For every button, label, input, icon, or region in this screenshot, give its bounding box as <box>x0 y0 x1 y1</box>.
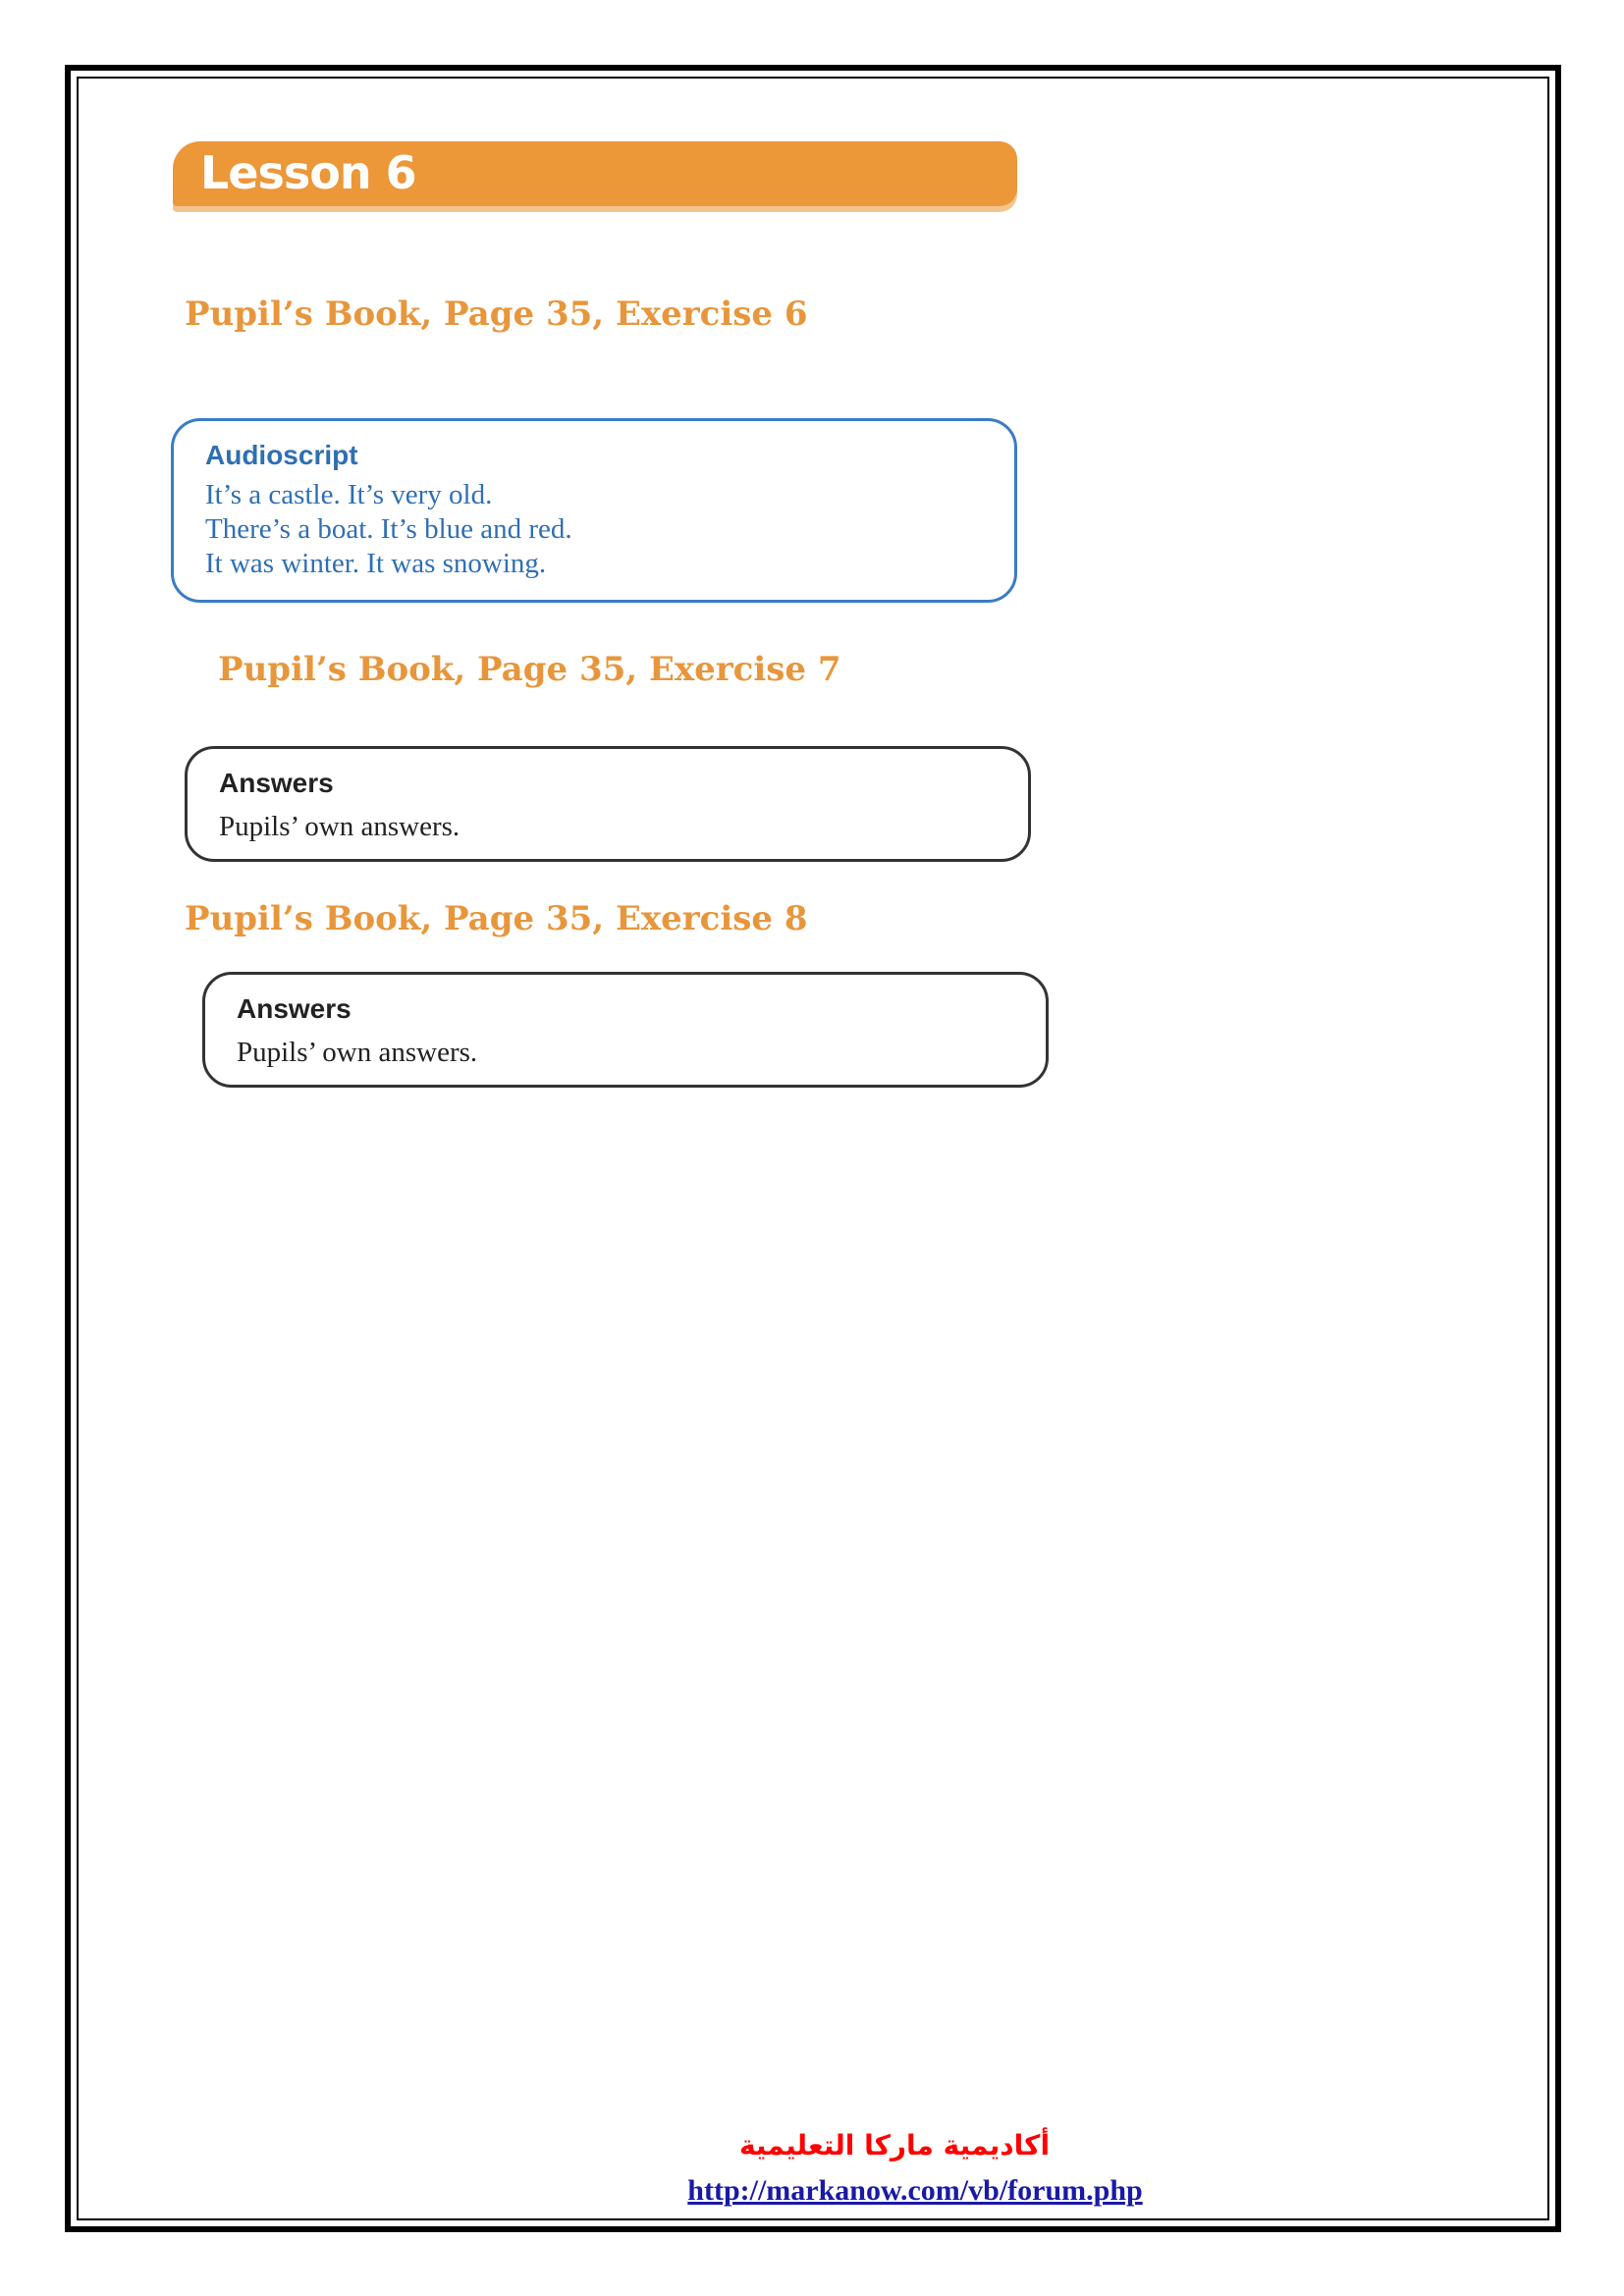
exercise-7-answers-title: Answers <box>219 768 334 798</box>
exercise-8-answers-text: Pupils’ own answers. <box>237 1037 478 1068</box>
audioscript-line-1: It’s a castle. It’s very old. <box>205 479 493 510</box>
exercise-7-heading: Pupil’s Book, Page 35, Exercise 7 <box>218 650 841 689</box>
footer-link-wrapper <box>0 2173 1624 2209</box>
exercise-8-heading: Pupil’s Book, Page 35, Exercise 8 <box>185 899 808 938</box>
exercise-7-answers-text: Pupils’ own answers. <box>219 811 460 842</box>
footer-forum-link[interactable]: http://markanow.com/vb/forum.php <box>687 2174 1143 2207</box>
page-border-inner <box>77 77 1549 2220</box>
exercise-6-heading: Pupil’s Book, Page 35, Exercise 6 <box>185 294 808 334</box>
lesson-banner <box>173 141 1017 206</box>
footer-arabic-title: أكاديمية ماركا التعليمية <box>738 2129 1051 2162</box>
exercise-8-answers-title: Answers <box>237 993 352 1024</box>
audioscript-box <box>171 418 1017 603</box>
exercise-8-answers-box <box>202 972 1049 1088</box>
audioscript-line-3: It was winter. It was snowing. <box>205 548 547 579</box>
lesson-title: Lesson 6 <box>200 146 416 199</box>
audioscript-line-2: There’s a boat. It’s blue and red. <box>205 513 572 545</box>
audioscript-title: Audioscript <box>205 440 358 470</box>
exercise-7-answers-box <box>185 746 1031 862</box>
